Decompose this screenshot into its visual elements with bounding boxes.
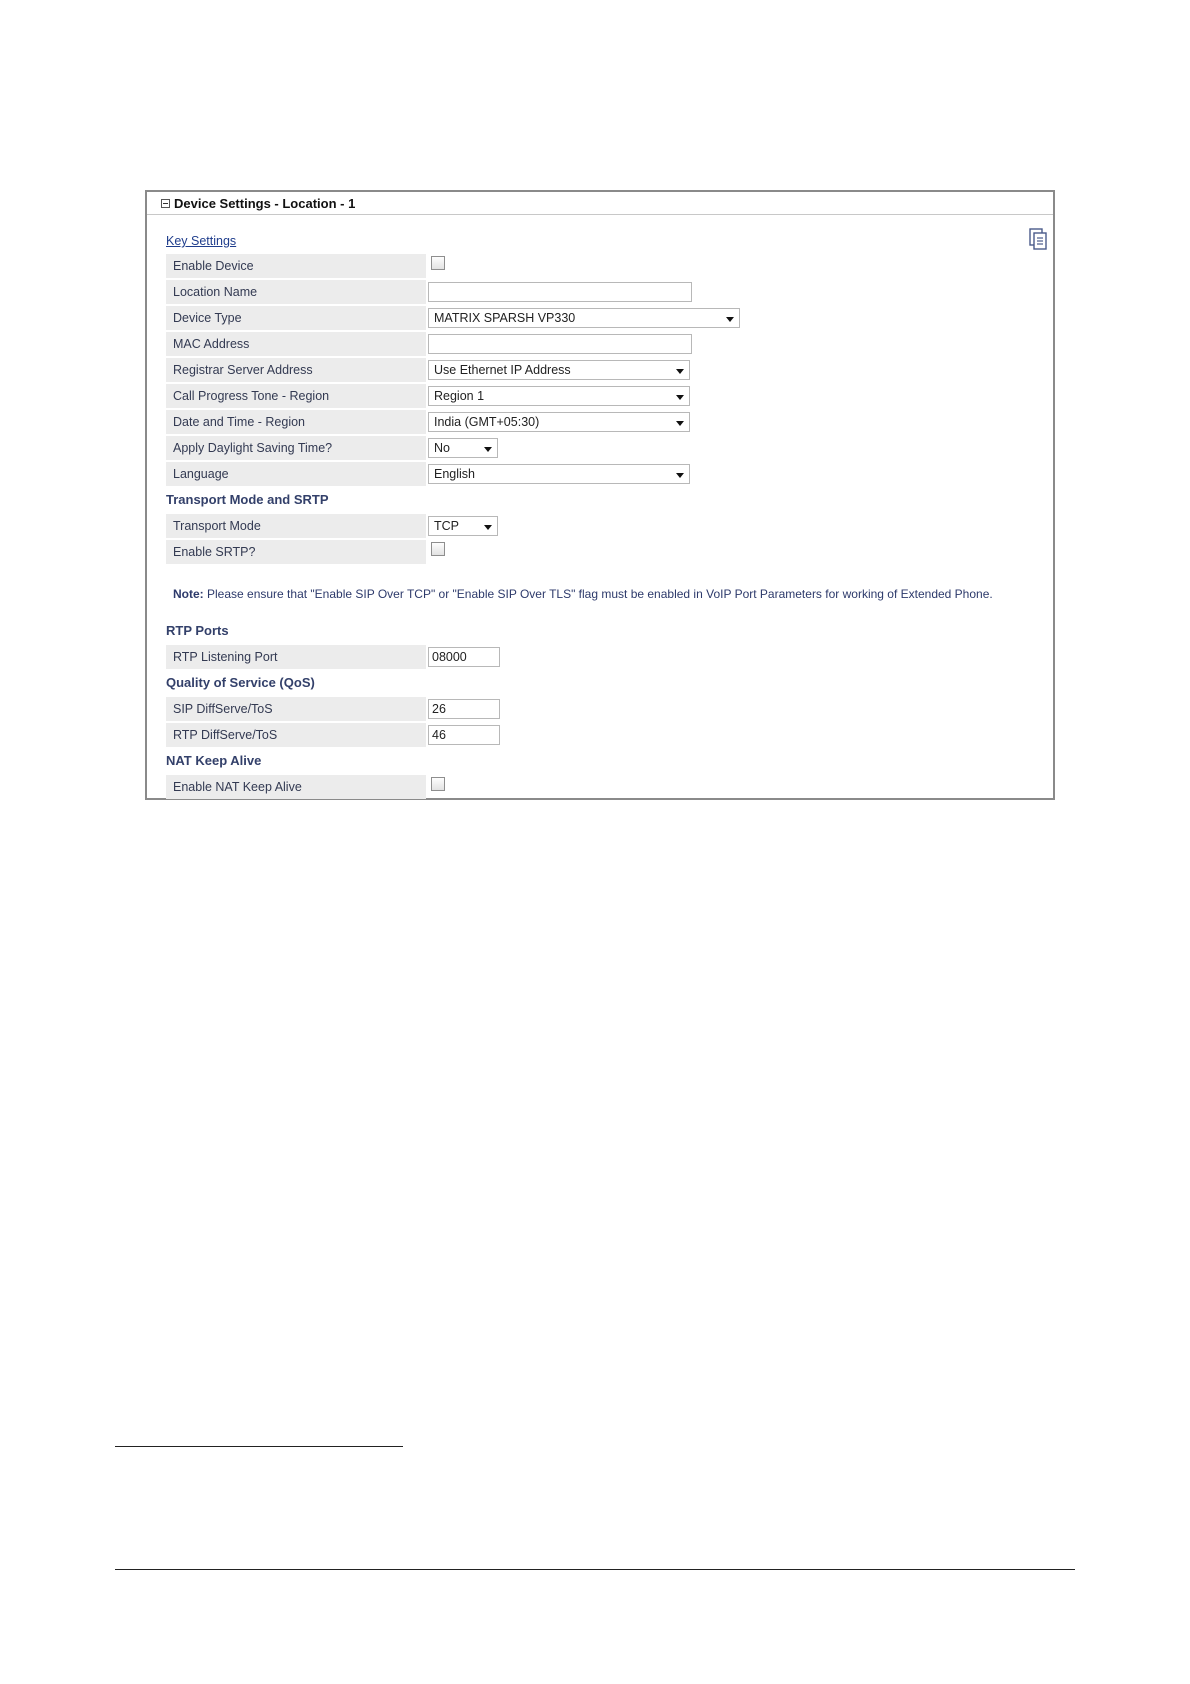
registrar-server-select[interactable] [428,360,690,380]
row-location-name [166,280,1046,304]
sip-diffserv-input[interactable]: 26 [428,699,500,719]
enable-nat-keep-alive-checkbox[interactable] [431,777,445,791]
daylight-saving-label: Apply Daylight Saving Time? [166,436,426,460]
footnote-divider [115,1446,403,1447]
row-rtp-diffserv [166,723,1046,747]
panel-header[interactable] [147,192,1053,215]
sip-diffserv-label: SIP DiffServe/ToS [166,697,426,721]
call-progress-tone-select[interactable] [428,386,690,406]
language-select[interactable] [428,464,690,484]
chevron-down-icon [484,525,492,530]
transport-mode-label: Transport Mode [166,514,426,538]
enable-srtp-checkbox[interactable] [431,542,445,556]
rtp-listening-port-input[interactable]: 08000 [428,647,500,667]
language-value: English [434,467,475,481]
rtp-diffserv-label: RTP DiffServe/ToS [166,723,426,747]
copy-icon[interactable] [1029,228,1047,250]
chevron-down-icon [726,317,734,322]
enable-device-label: Enable Device [166,254,426,278]
note-prefix: Note: [173,587,204,601]
chevron-down-icon [676,395,684,400]
daylight-saving-select[interactable] [428,438,498,458]
row-enable-device [166,254,1046,278]
chevron-down-icon [676,473,684,478]
call-progress-tone-value: Region 1 [434,389,485,403]
device-settings-panel [145,190,1055,800]
chevron-down-icon [484,447,492,452]
device-type-value: MATRIX SPARSH VP330 [434,311,576,325]
date-time-region-select[interactable] [428,412,690,432]
device-type-select[interactable] [428,308,740,328]
row-enable-srtp [166,540,1046,564]
row-call-progress-tone [166,384,1046,408]
key-settings-link[interactable]: Key Settings [166,234,237,248]
registrar-server-label: Registrar Server Address [166,358,426,382]
note-body: Please ensure that "Enable SIP Over TCP" or "Enable SIP Over TLS" flag must be enabled in VoIP Port Parameters for working of Extended Phone. [203,587,993,601]
location-name-label: Location Name [166,280,426,304]
enable-nat-keep-alive-label: Enable NAT Keep Alive [166,775,426,799]
panel-title: Device Settings - Location - 1 [174,195,356,211]
daylight-saving-value: No [434,441,450,455]
row-device-type [166,306,1046,330]
transport-mode-value: TCP [434,519,459,533]
enable-srtp-label: Enable SRTP? [166,540,426,564]
rtp-diffserv-input[interactable]: 46 [428,725,500,745]
call-progress-tone-label: Call Progress Tone - Region [166,384,426,408]
row-registrar-server [166,358,1046,382]
language-label: Language [166,462,426,486]
section-rtp-ports: RTP Ports [166,623,229,638]
footer-divider [115,1569,1075,1570]
section-nat: NAT Keep Alive [166,753,262,768]
row-mac-address [166,332,1046,356]
note-text [173,587,993,601]
mac-address-label: MAC Address [166,332,426,356]
chevron-down-icon [676,421,684,426]
date-time-region-label: Date and Time - Region [166,410,426,434]
mac-address-input[interactable] [428,334,692,354]
transport-mode-select[interactable] [428,516,498,536]
row-enable-nat-keep-alive [166,775,1046,799]
date-time-region-value: India (GMT+05:30) [434,415,540,429]
chevron-down-icon [676,369,684,374]
device-type-label: Device Type [166,306,426,330]
row-daylight-saving [166,436,1046,460]
row-rtp-listening-port [166,645,1046,669]
registrar-server-value: Use Ethernet IP Address [434,363,571,377]
section-transport: Transport Mode and SRTP [166,492,329,507]
enable-device-checkbox[interactable] [431,256,445,270]
section-qos: Quality of Service (QoS) [166,675,315,690]
row-language [166,462,1046,486]
collapse-icon[interactable] [161,199,170,208]
rtp-listening-port-label: RTP Listening Port [166,645,426,669]
location-name-input[interactable] [428,282,692,302]
row-transport-mode [166,514,1046,538]
row-sip-diffserv [166,697,1046,721]
row-date-time-region [166,410,1046,434]
